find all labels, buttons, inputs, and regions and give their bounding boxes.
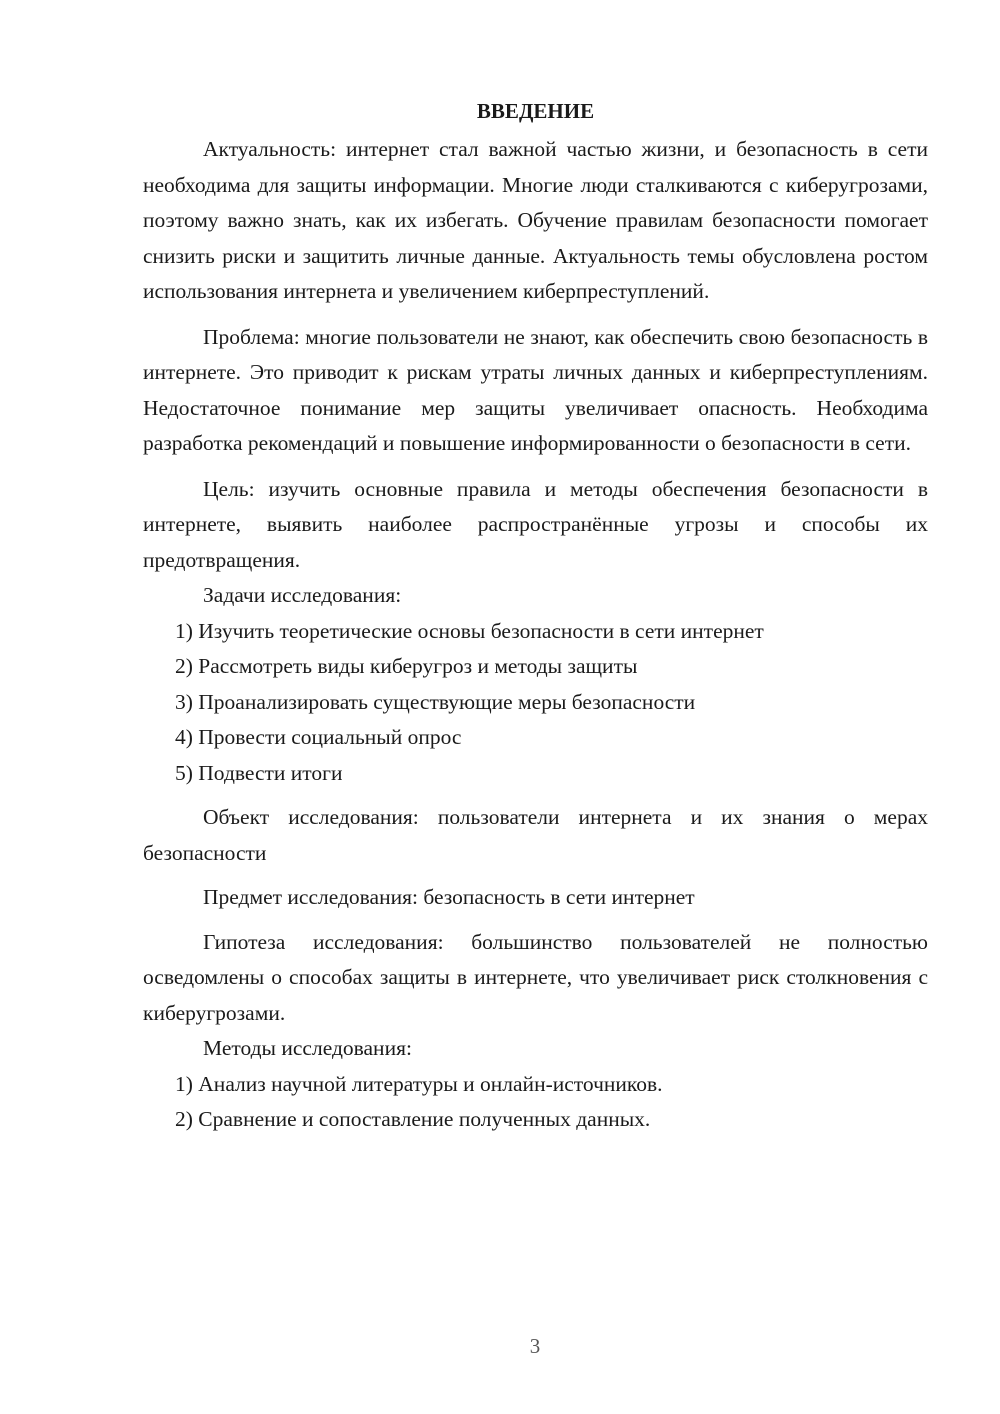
subject-paragraph: Предмет исследования: безопасность в сети интернет — [203, 885, 695, 909]
hypothesis-paragraph: Гипотеза исследования: большинство пользователей не полностью осведомлены о способах защиты в интернете, что увеличивает риск столкновения с киберугрозами. — [143, 929, 928, 1025]
problem-paragraph: Проблема: многие пользователи не знают, как обеспечить свою безопасность в интернете. Это приводит к рискам утраты личных данных и киберпреступлениям. Недостаточное понимание мер защиты увеличивает опасность. Необходима разработка рекомендаций и повышение информированности о безопасности в сети. — [143, 324, 928, 455]
page-number: 3 — [529, 1334, 541, 1358]
relevance-paragraph: Актуальность: интернет стал важной частью жизни, и безопасность в сети необходима для защиты информации. Многие люди сталкиваются с киберугрозами, поэтому важно знать, как их избегать. Обучение правилам безопасности помогает снизить риски и защитить личные данные. Актуальность темы обусловлена ростом использования интернета и увеличением киберпреступлений. — [143, 137, 928, 303]
tasks-label: Задачи исследования: — [203, 583, 402, 607]
tasks-list — [143, 614, 928, 792]
list-item: 1) Анализ научной литературы и онлайн-источников. — [175, 1071, 663, 1096]
document-page — [143, 96, 928, 1138]
list-item: 3) Проанализировать существующие меры безопасности — [175, 689, 696, 714]
list-item: 1) Изучить теоретические основы безопасности в сети интернет — [175, 618, 764, 643]
list-item: 4) Провести социальный опрос — [175, 725, 462, 749]
page-title: ВВЕДЕНИЕ — [476, 99, 595, 123]
list-item: 5) Подвести итоги — [175, 760, 343, 785]
list-item: 2) Сравнение и сопоставление полученных данных. — [175, 1107, 651, 1131]
list-item: 2) Рассмотреть виды киберугроз и методы защиты — [175, 654, 638, 678]
methods-label: Методы исследования: — [203, 1036, 412, 1060]
goal-paragraph: Цель: изучить основные правила и методы обеспечения безопасности в интернете, выявить наиболее распространённые угрозы и способы их предотвращения. — [143, 476, 928, 572]
methods-list — [143, 1067, 928, 1138]
object-paragraph: Объект исследования: пользователи интернета и их знания о мерах безопасности — [143, 805, 928, 865]
